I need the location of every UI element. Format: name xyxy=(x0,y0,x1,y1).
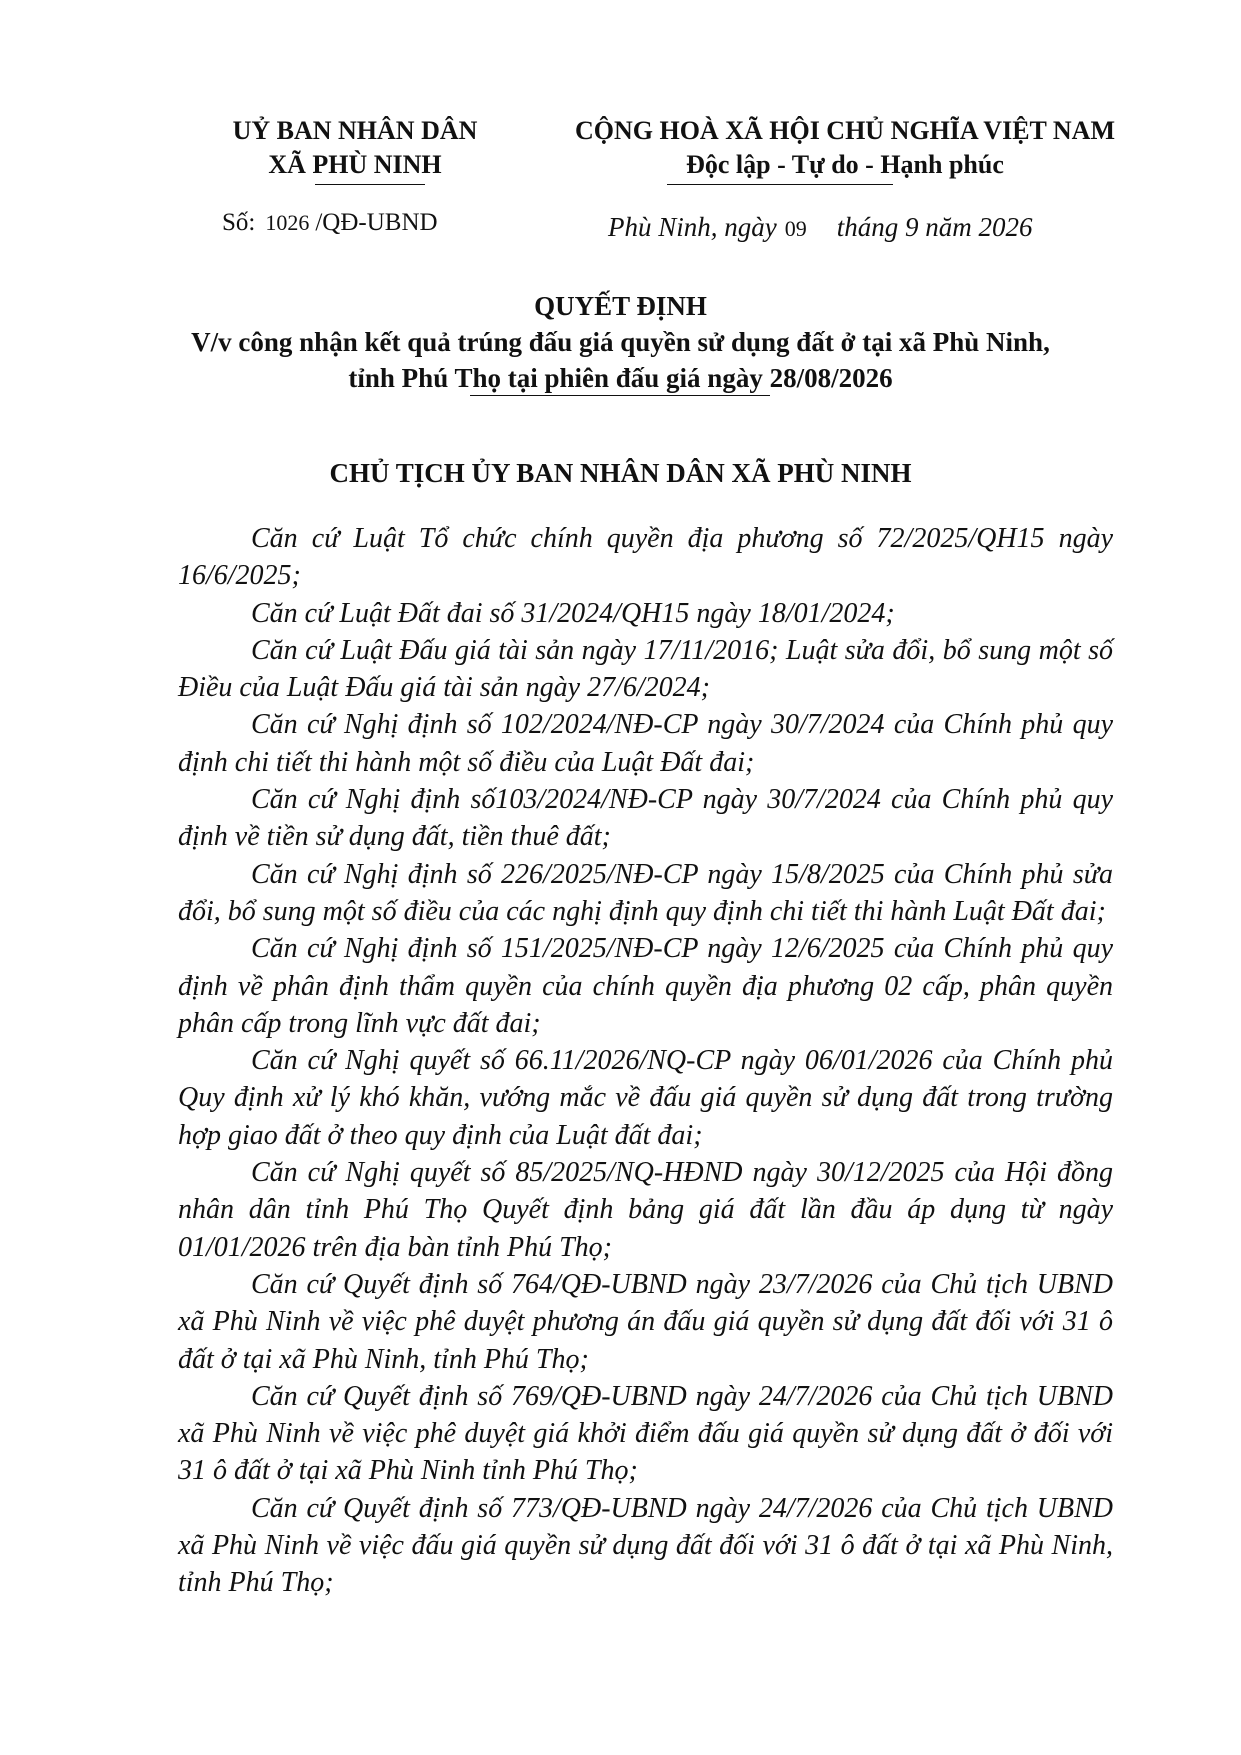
place-prefix: Phù Ninh, ngày xyxy=(608,212,777,242)
decision-heading: QUYẾT ĐỊNH xyxy=(534,291,707,321)
legal-basis-item: Căn cứ Luật Tổ chức chính quyền địa phương số 72/2025/QH15 ngày 16/6/2025; xyxy=(178,523,1113,592)
country-name: CỘNG HOÀ XÃ HỘI CHỦ NGHĨA VIỆT NAM xyxy=(574,116,1116,145)
legal-basis-item: Căn cứ Quyết định số 773/QĐ-UBND ngày 24/7/2026 của Chủ tịch UBND xã Phù Ninh về việc đấu giá quyền sử dụng đất đối với 31 ô đất ở tại xã Phù Ninh, tỉnh Phú Thọ; xyxy=(178,1492,1113,1599)
doc-number-suffix: /QĐ-UBND xyxy=(315,209,438,236)
date-rest: tháng 9 năm 2026 xyxy=(836,212,1033,242)
place-date-line xyxy=(608,210,1033,246)
national-header xyxy=(540,114,1150,182)
org-underline xyxy=(315,184,425,185)
legal-basis-item: Căn cứ Nghị quyết số 85/2025/NQ-HĐND ngày 30/12/2025 của Hội đồng nhân dân tỉnh Phú Thọ Quyết định bảng giá đất lần đầu áp dụng từ ngày 01/01/2026 trên địa bàn tỉnh Phú Thọ; xyxy=(178,1157,1113,1263)
org-line-1: UỶ BAN NHÂN DÂN xyxy=(232,116,478,145)
legal-basis-list xyxy=(178,520,1113,1602)
legal-basis-item: Căn cứ Luật Đất đai số 31/2024/QH15 ngày 18/01/2024; xyxy=(251,597,895,629)
legal-basis-item: Căn cứ Luật Đấu giá tài sản ngày 17/11/2016; Luật sửa đổi, bổ sung một số Điều của Luật Đấu giá tài sản ngày 27/6/2024; xyxy=(178,634,1113,704)
legal-basis-item: Căn cứ Nghị định số 102/2024/NĐ-CP ngày 30/7/2024 của Chính phủ quy định chi tiết thi hành một số điều của Luật Đất đai; xyxy=(178,709,1113,778)
motto-underline xyxy=(667,184,893,185)
org-line-2: XÃ PHÙ NINH xyxy=(268,150,442,179)
legal-basis-item: Căn cứ Quyết định số 769/QĐ-UBND ngày 24/7/2026 của Chủ tịch UBND xã Phù Ninh về việc phê duyệt giá khởi điểm đấu giá quyền sử dụng đất ở đối với 31 ô đất ở tại xã Phù Ninh tỉnh Phú Thọ; xyxy=(178,1380,1113,1487)
doc-number-prefix: Số: xyxy=(222,209,256,236)
decision-subject-line-1: V/v công nhận kết quả trúng đấu giá quyền sử dụng đất ở tại xã Phù Ninh, xyxy=(191,327,1050,357)
decision-title xyxy=(150,288,1091,396)
legal-basis-item: Căn cứ Nghị quyết số 66.11/2026/NQ-CP ngày 06/01/2026 của Chính phủ Quy định xử lý khó khăn, vướng mắc về đấu giá quyền sử dụng đất trong trường hợp giao đất ở theo quy định của Luật đất đai; xyxy=(178,1045,1113,1151)
doc-number-value: 1026 xyxy=(265,210,310,235)
issuing-organization xyxy=(205,114,505,182)
motto: Độc lập - Tự do - Hạnh phúc xyxy=(686,150,1004,179)
legal-basis-item: Căn cứ Quyết định số 764/QĐ-UBND ngày 23/7/2026 của Chủ tịch UBND xã Phù Ninh về việc phê duyệt phương án đấu giá quyền sử dụng đất đối với 31 ô đất ở tại xã Phù Ninh, tỉnh Phú Thọ; xyxy=(178,1268,1113,1375)
legal-basis-item: Căn cứ Nghị định số 151/2025/NĐ-CP ngày 12/6/2025 của Chính phủ quy định về phân định thẩm quyền của chính quyền địa phương 02 cấp, phân quyền phân cấp trong lĩnh vực đất đai; xyxy=(178,933,1113,1039)
document-number xyxy=(222,206,438,240)
legal-basis-item: Căn cứ Nghị định số 226/2025/NĐ-CP ngày 15/8/2025 của Chính phủ sửa đổi, bổ sung một số điều của các nghị định quy định chi tiết thi hành Luật Đất đai; xyxy=(178,858,1113,927)
title-underline xyxy=(470,395,770,396)
date-day: 09 xyxy=(784,216,807,241)
issuing-authority: CHỦ TỊCH ỦY BAN NHÂN DÂN XÃ PHÙ NINH xyxy=(329,458,912,488)
decision-subject-line-2: tỉnh Phú Thọ tại phiên đấu giá ngày 28/08/2026 xyxy=(348,363,893,393)
legal-basis-item: Căn cứ Nghị định số103/2024/NĐ-CP ngày 30/7/2024 của Chính phủ quy định về tiền sử dụng đất, tiền thuê đất; xyxy=(178,784,1113,853)
